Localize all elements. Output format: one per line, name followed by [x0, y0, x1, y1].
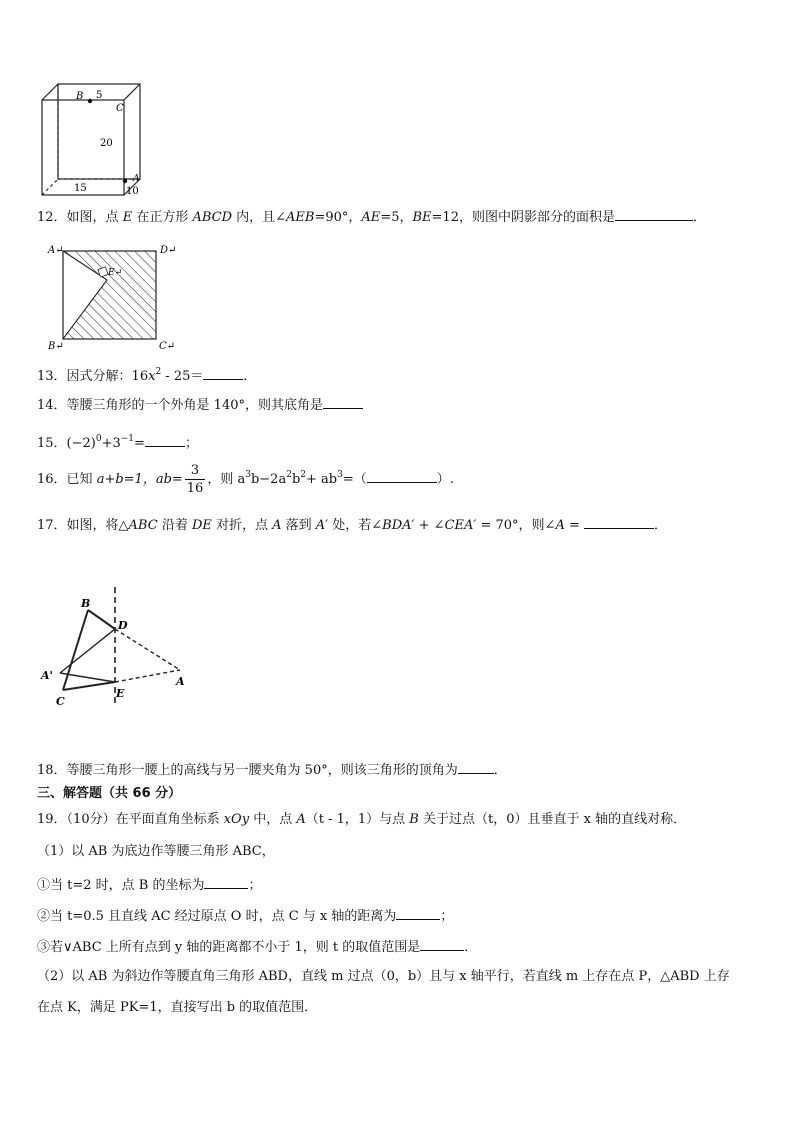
square-label-C: C↵ — [159, 341, 176, 352]
fold-label-A: A — [176, 675, 185, 688]
question-15: 15．$(-2)^0+3^{-1}=$ ； — [37, 434, 198, 451]
answer-blank[interactable] — [420, 937, 464, 951]
square-label-A: A↵ — [48, 245, 64, 256]
fold-label-E: E — [116, 687, 125, 700]
question-19-s1: ①当 t=2 时，点 B 的坐标为 ； — [37, 875, 262, 895]
fold-label-A1: A' — [41, 669, 53, 682]
question-19-s2: ②当 t=0.5 且直线 AC 经过原点 O 时，点 C 与 x 轴的距离为 ； — [37, 906, 453, 926]
box-label-C: C — [116, 103, 124, 114]
answer-blank[interactable] — [204, 875, 248, 889]
question-19-stem: 19．（10分）在平面直角坐标系 xOy 中，点 A（t - 1，1）与点 B 关于过点（t，0）且垂直于 x 轴的直线对称． — [37, 812, 687, 827]
box-dim-height: 20 — [100, 138, 113, 149]
fraction: $\frac{3}{16}$ — [186, 463, 204, 496]
box-dim-bottom: 15 — [74, 183, 87, 194]
question-17: 17．如图，将△ABC 沿着 DE 对折，点 A 落到 A′ 处，若∠BDA′ + ∠CEA′ = 70°，则∠A = ． — [37, 515, 667, 535]
answer-blank[interactable] — [615, 207, 693, 221]
question-19-s3: ③若∨ABC 上所有点到 y 轴的距离都不小于 1，则 t 的取值范围是 ． — [37, 937, 477, 957]
question-19-part2a: （2）以 AB 为斜边作等腰直角三角形 ABD，直线 m 过点（0，b）且与 x 轴平行，若直线 m 上存在点 P，△ABD 上存 — [37, 969, 730, 984]
box-dim-top: 5 — [96, 90, 103, 101]
question-18: 18．等腰三角形一腰上的高线与另一腰夹角为 50°，则该三角形的顶角为 ． — [37, 760, 507, 780]
answer-blank[interactable] — [323, 395, 363, 409]
square-label-B: B↵ — [48, 341, 64, 352]
question-19-part1: （1）以 AB 为底边作等腰三角形 ABC， — [37, 844, 275, 859]
box-label-B: B — [76, 91, 84, 102]
fold-figure — [38, 585, 198, 710]
fold-label-B: B — [81, 597, 91, 610]
question-13: 13．因式分解：$16x^2 - 25=$ ． — [37, 367, 257, 384]
answer-blank[interactable] — [203, 366, 243, 380]
question-14: 14．等腰三角形的一个外角是 140°，则其底角是 — [37, 395, 363, 415]
fold-label-C: C — [56, 695, 65, 708]
box-dim-depth: 10 — [126, 186, 139, 197]
box-figure — [38, 80, 148, 200]
answer-blank[interactable] — [367, 469, 437, 483]
box-label-A: A — [133, 174, 140, 184]
section-title: 三、解答题（共 66 分） — [37, 786, 182, 801]
question-16: 16．已知 a+b=1，ab= $\frac{3}{16}$ ，则 $a^3b-2a^2b^2+ ab^3=$（ ）. — [37, 463, 454, 496]
square-label-E: E↵ — [108, 268, 123, 278]
fold-label-D: D — [118, 619, 128, 632]
square-figure — [44, 240, 184, 354]
square-label-D: D↵ — [160, 245, 177, 256]
answer-blank[interactable] — [584, 515, 654, 529]
question-19-part2b: 在点 K，满足 PK=1，直接写出 b 的取值范围． — [37, 1000, 318, 1015]
question-12: 12．如图，点 E 在正方形 ABCD 内，且∠AEB=90°，AE=5，BE=12，则图中阴影部分的面积是 ． — [37, 207, 706, 227]
answer-blank[interactable] — [458, 760, 494, 774]
answer-blank[interactable] — [145, 433, 185, 447]
answer-blank[interactable] — [396, 906, 440, 920]
